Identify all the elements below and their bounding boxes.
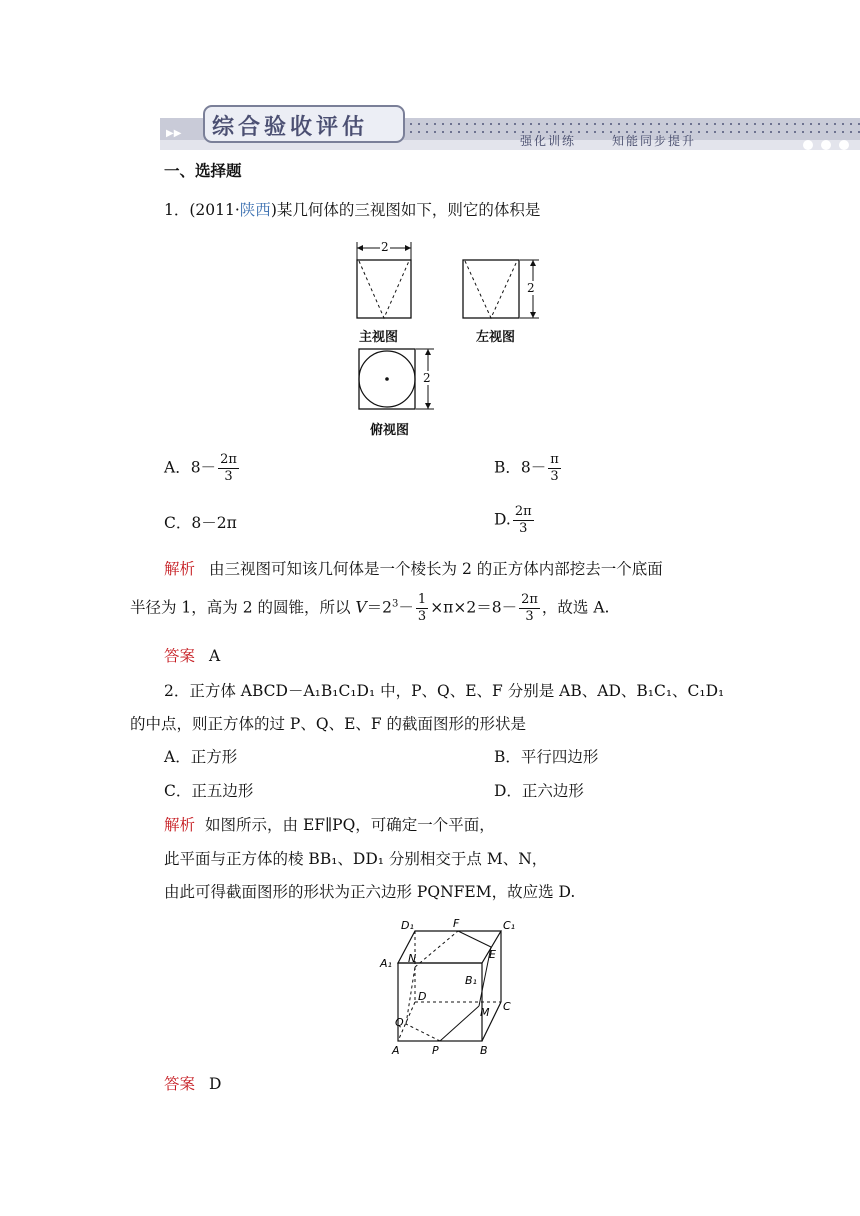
q2-option-a[interactable]: A．正方形 xyxy=(164,748,238,766)
q2-option-d[interactable]: D．正六边形 xyxy=(494,782,584,800)
q1-option-d[interactable]: D. $\frac{2\pi}{3}$ xyxy=(494,504,532,536)
q2-answer xyxy=(164,1073,221,1095)
label-P: P xyxy=(432,1044,439,1057)
label-B1: B₁ xyxy=(465,974,477,987)
q1-stem xyxy=(164,199,540,221)
q1-analysis-line1: 解析 由三视图可知该几何体是一个棱长为 2 的正方体内部挖去一个底面 xyxy=(164,560,663,578)
section-title: 一、选择题 xyxy=(164,161,242,180)
q1-option-a[interactable]: A．8－ $\frac{2\pi}{3}$ xyxy=(164,452,237,484)
header-subtitle-1: 强化训练 xyxy=(520,134,577,148)
front-view-label: 主视图 xyxy=(359,330,399,345)
label-A1: A₁ xyxy=(380,957,392,970)
q2-analysis-label: 解析 xyxy=(164,816,196,834)
label-E: E xyxy=(489,948,496,961)
label-C1: C₁ xyxy=(503,919,516,932)
side-view-square xyxy=(463,260,519,318)
q1-stem-source: 陕西 xyxy=(239,201,271,219)
q1-analysis-label: 解析 xyxy=(164,560,196,578)
q1-option-c[interactable]: C．8－2π xyxy=(164,514,237,532)
label-Q: Q xyxy=(395,1016,404,1029)
q1-option-b[interactable]: B．8－ $\frac{\pi}{3}$ xyxy=(494,452,559,484)
front-view-square xyxy=(357,260,411,318)
top-dimension-label: 2 xyxy=(423,371,431,385)
q2-analysis-line2: 此平面与正方体的棱 BB₁、DD₁ 分别相交于点 M、N， xyxy=(164,850,548,868)
q2-cube-figure xyxy=(370,912,530,1062)
q1-answer-value: A xyxy=(209,647,221,665)
label-B: B xyxy=(480,1044,488,1057)
front-view-hidden-lines xyxy=(359,261,409,318)
side-dimension-label: 2 xyxy=(527,281,535,295)
header-subtitle-2: 知能同步提升 xyxy=(612,134,697,148)
q1-stem-suffix: )某几何体的三视图如下，则它的体积是 xyxy=(270,201,541,219)
label-D1: D₁ xyxy=(401,919,414,932)
q2-stem-line2: 的中点，则正方体的过 P、Q、E、F 的截面图形的形状是 xyxy=(130,715,527,733)
header-title: 综合验收评估 xyxy=(212,115,369,140)
q2-answer-label: 答案 xyxy=(164,1075,196,1093)
q1-analysis-line2: 半径为 1，高为 2 的圆锥，所以 $V=2^3-$ $\frac{1}{3}$ ×π×2＝8－ $\frac{2\pi}{3}$ ，故选 A. xyxy=(130,592,610,624)
q2-analysis-line1: 解析 如图所示，由 EF∥PQ，可确定一个平面， xyxy=(164,816,495,834)
q1-answer xyxy=(164,645,220,667)
label-C: C xyxy=(503,1000,511,1013)
q2-option-c[interactable]: C．正五边形 xyxy=(164,782,254,800)
q2-option-b[interactable]: B．平行四边形 xyxy=(494,748,599,766)
label-D: D xyxy=(418,990,427,1003)
q2-answer-value: D xyxy=(209,1075,222,1093)
label-F: F xyxy=(453,917,460,930)
label-M: M xyxy=(480,1006,490,1019)
q1-answer-label: 答案 xyxy=(164,647,196,665)
side-view-label: 左视图 xyxy=(476,330,516,345)
front-dimension-label: 2 xyxy=(381,240,389,254)
label-A: A xyxy=(392,1044,400,1057)
side-view-hidden-lines xyxy=(465,261,517,318)
q2-analysis-line3: 由此可得截面图形的形状为正六边形 PQNFEM，故应选 D. xyxy=(164,883,576,901)
top-view-center-dot xyxy=(385,377,389,381)
arrows-icon: ▶▶ xyxy=(166,128,182,139)
label-N: N xyxy=(408,952,417,965)
top-view-label: 俯视图 xyxy=(370,423,410,438)
q2-stem-line1: 2．正方体 ABCD－A₁B₁C₁D₁ 中，P、Q、E、F 分别是 AB、AD、B₁C₁、C₁D₁ xyxy=(164,682,725,700)
q1-stem-prefix: 1．(2011· xyxy=(164,201,240,219)
